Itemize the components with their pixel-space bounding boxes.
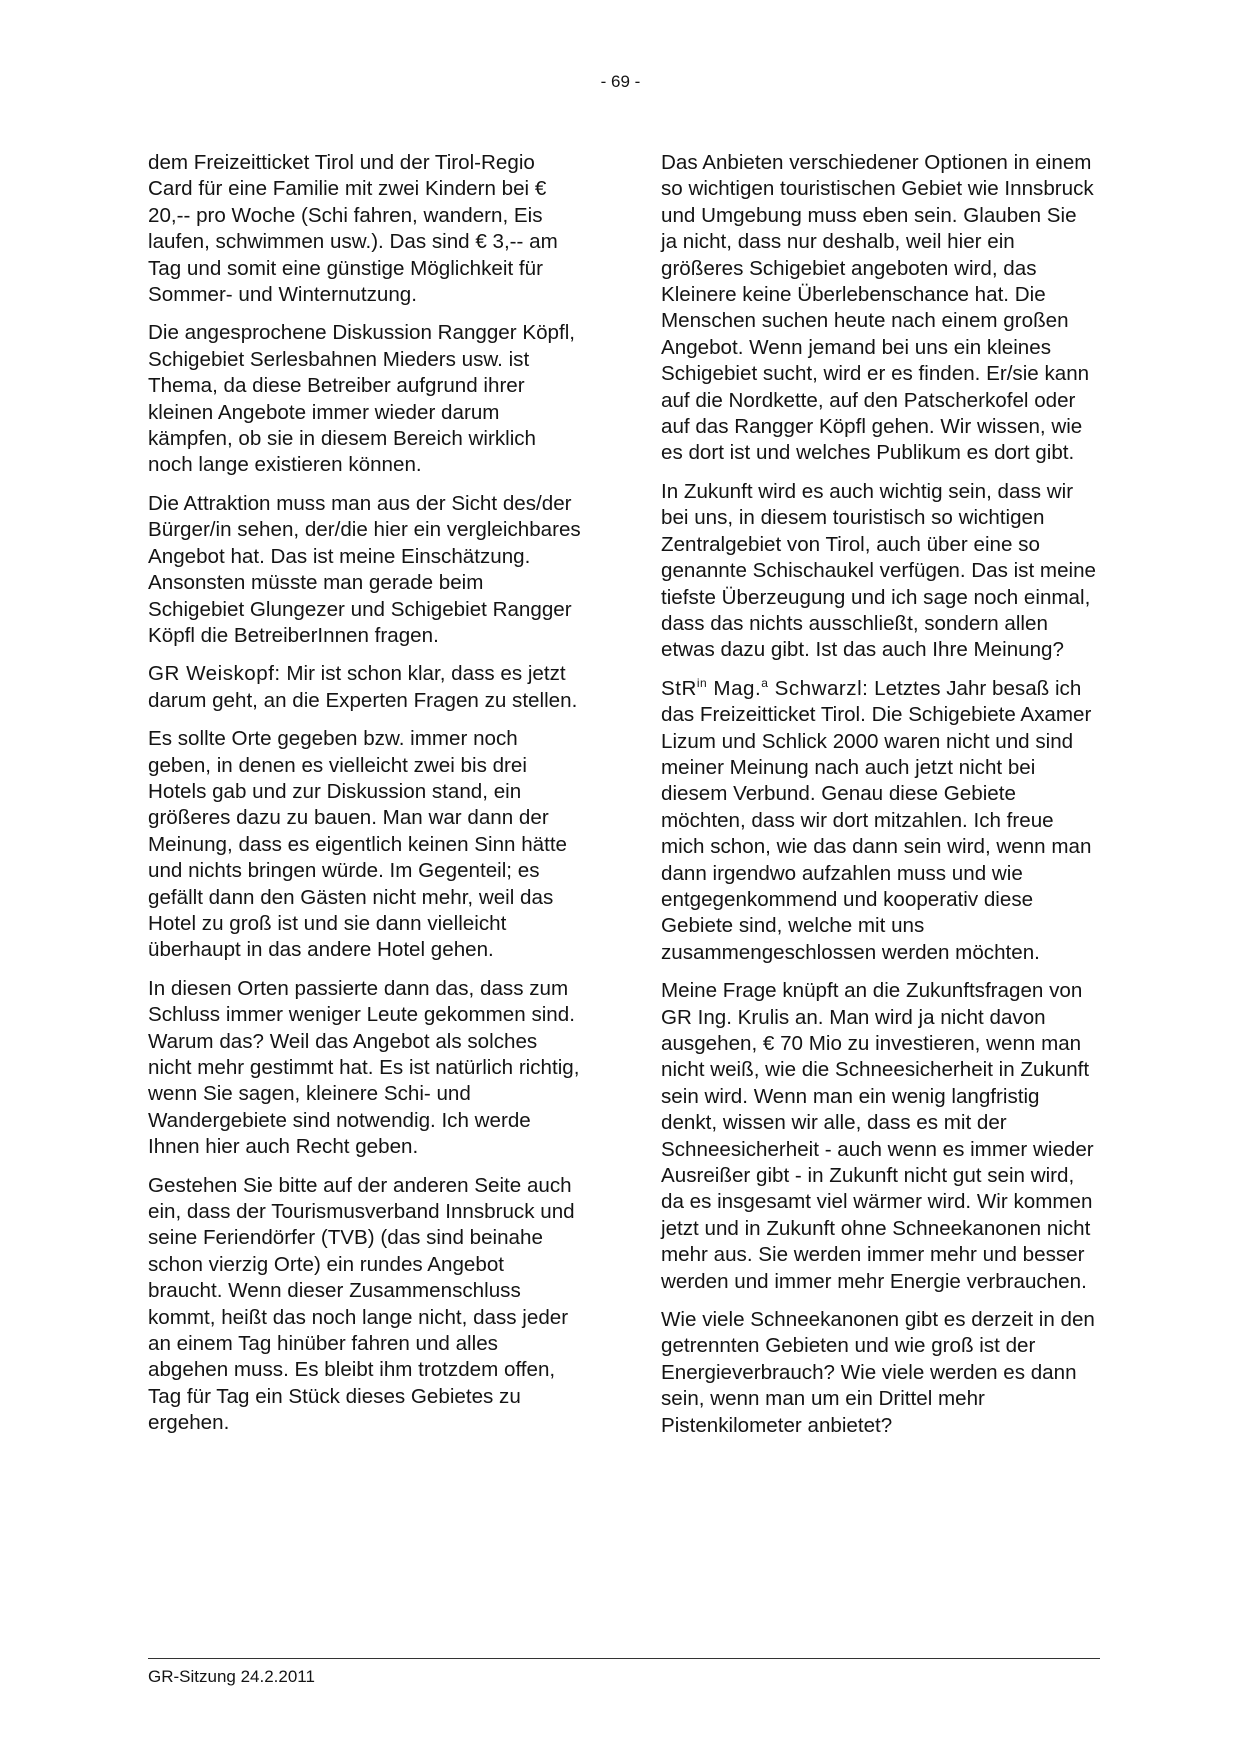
speaker-name: StR$^{in}$ Mag.$^a$ Schwarzl:	[661, 675, 869, 700]
right-column	[661, 150, 1096, 1451]
footer-session-label: GR-Sitzung 24.2.2011	[148, 1667, 315, 1686]
footer-divider	[148, 1658, 1100, 1659]
paragraph: Meine Frage knüpft an die Zukunftsfragen von GR Ing. Krulis an. Man wird ja nicht davon ausgehen, € 70 Mio zu investieren, wenn man nicht weiß, wie die Schneesicherheit in Zukunft sein wird. Wenn man ein wenig langfristig denkt, wissen wir alle, dass es mit der Schneesicherheit - auch wenn es immer wieder Ausreißer gibt - in Zukunft nicht gut sein wird, da es insgesamt viel wärmer wird. Wir kommen jetzt und in Zukunft ohne Schneekanonen nicht mehr aus. Sie werden immer mehr und besser werden und immer mehr Energie verbrauchen.	[661, 979, 1094, 1293]
paragraph	[148, 661, 583, 714]
speech-text: Letztes Jahr besaß ich das Freizeitticket Tirol. Die Schigebiete Axamer Lizum und Schlick 2000 waren nicht und sind meiner Meinung nach auch jetzt nicht bei diesem Verbund. Genau diese Gebiete möchten, dass wir dort mitzahlen. Ich freue mich schon, wie das dann sein wird, wenn man dann irgendwo aufzahlen muss und wie entgegenkommend und kooperativ diese Gebiete sind, welche mit uns zusammengeschlossen werden möchten.	[661, 676, 1092, 964]
paragraph: Gestehen Sie bitte auf der anderen Seite auch ein, dass der Tourismusverband Innsbruck und seine Feriendörfer (TVB) (das sind beinahe schon vierzig Orte) ein rundes Angebot braucht. Wenn dieser Zusammenschluss kommt, heißt das noch lange nicht, dass jeder an einem Tag hinüber fahren und alles abgehen muss. Es bleibt ihm trotzdem offen, Tag für Tag ein Stück dieses Gebietes zu ergehen.	[148, 1173, 575, 1435]
paragraph: Die Attraktion muss man aus der Sicht des/der Bürger/in sehen, der/die hier ein vergleichbares Angebot hat. Das ist meine Einschätzung. Ansonsten müsste man gerade beim Schigebiet Glungezer und Schigebiet Rangger Köpfl die BetreiberInnen fragen.	[148, 491, 581, 647]
left-column	[148, 150, 583, 1449]
paragraph: Es sollte Orte gegeben bzw. immer noch geben, in denen es vielleicht zwei bis drei Hotels gab und zur Diskussion stand, ein größeres dazu zu bauen. Man war dann der Meinung, dass es eigentlich keinen Sinn hätte und nichts bringen würde. Im Gegenteil; es gefällt dann den Gästen nicht mehr, weil das Hotel zu groß ist und sie dann vielleicht überhaupt in das andere Hotel gehen.	[148, 727, 568, 962]
paragraph: Die angesprochene Diskussion Rangger Köpfl, Schigebiet Serlesbahnen Mieders usw. ist Thema, da diese Betreiber aufgrund ihrer kleinen Angebote immer wieder darum kämpfen, ob sie in diesem Bereich wirklich noch lange existieren können.	[148, 321, 575, 477]
paragraph: Wie viele Schneekanonen gibt es derzeit in den getrennten Gebieten und wie groß ist der Energieverbrauch? Wie viele werden es dann sein, wenn man um ein Drittel mehr Pistenkilometer anbietet?	[661, 1308, 1095, 1437]
paragraph: In diesen Orten passierte dann das, dass zum Schluss immer weniger Leute gekommen sind. Warum das? Weil das Angebot als solches nicht mehr gestimmt hat. Es ist natürlich richtig, wenn Sie sagen, kleinere Schi- und Wandergebiete sind notwendig. Ich werde Ihnen hier auch Recht geben.	[148, 976, 580, 1159]
paragraph: dem Freizeitticket Tirol und der Tirol-Regio Card für eine Familie mit zwei Kindern bei € 20,-- pro Woche (Schi fahren, wandern, Eis laufen, schwimmen usw.). Das sind € 3,-- am Tag und somit eine günstige Möglichkeit für Sommer- und Winternutzung.	[148, 151, 558, 307]
speech-text: Mir ist schon klar, dass es jetzt darum geht, an die Experten Fragen zu stellen.	[148, 662, 578, 712]
paragraph	[661, 676, 1096, 966]
paragraph: In Zukunft wird es auch wichtig sein, dass wir bei uns, in diesem touristisch so wichtigen Zentralgebiet von Tirol, auch über eine so genannte Schischaukel verfügen. Das ist meine tiefste Überzeugung und ich sage noch einmal, dass das nichts ausschließt, sondern allen etwas dazu gibt. Ist das auch Ihre Meinung?	[661, 479, 1097, 662]
speaker-name: GR Weiskopf:	[148, 662, 281, 686]
paragraph: Das Anbieten verschiedener Optionen in einem so wichtigen touristischen Gebiet wie Innsbruck und Umgebung muss eben sein. Glauben Sie ja nicht, dass nur deshalb, weil hier ein größeres Schigebiet angeboten wird, das Kleinere keine Überlebenschance hat. Die Menschen suchen heute nach einem großen Angebot. Wenn jemand bei uns ein kleines Schigebiet sucht, wird er es finden. Er/sie kann auf die Nordkette, auf den Patscherkofel oder auf das Rangger Köpfl gehen. Wir wissen, wie es dort ist und welches Publikum es dort gibt.	[661, 151, 1094, 465]
page-number: - 69 -	[600, 72, 641, 91]
